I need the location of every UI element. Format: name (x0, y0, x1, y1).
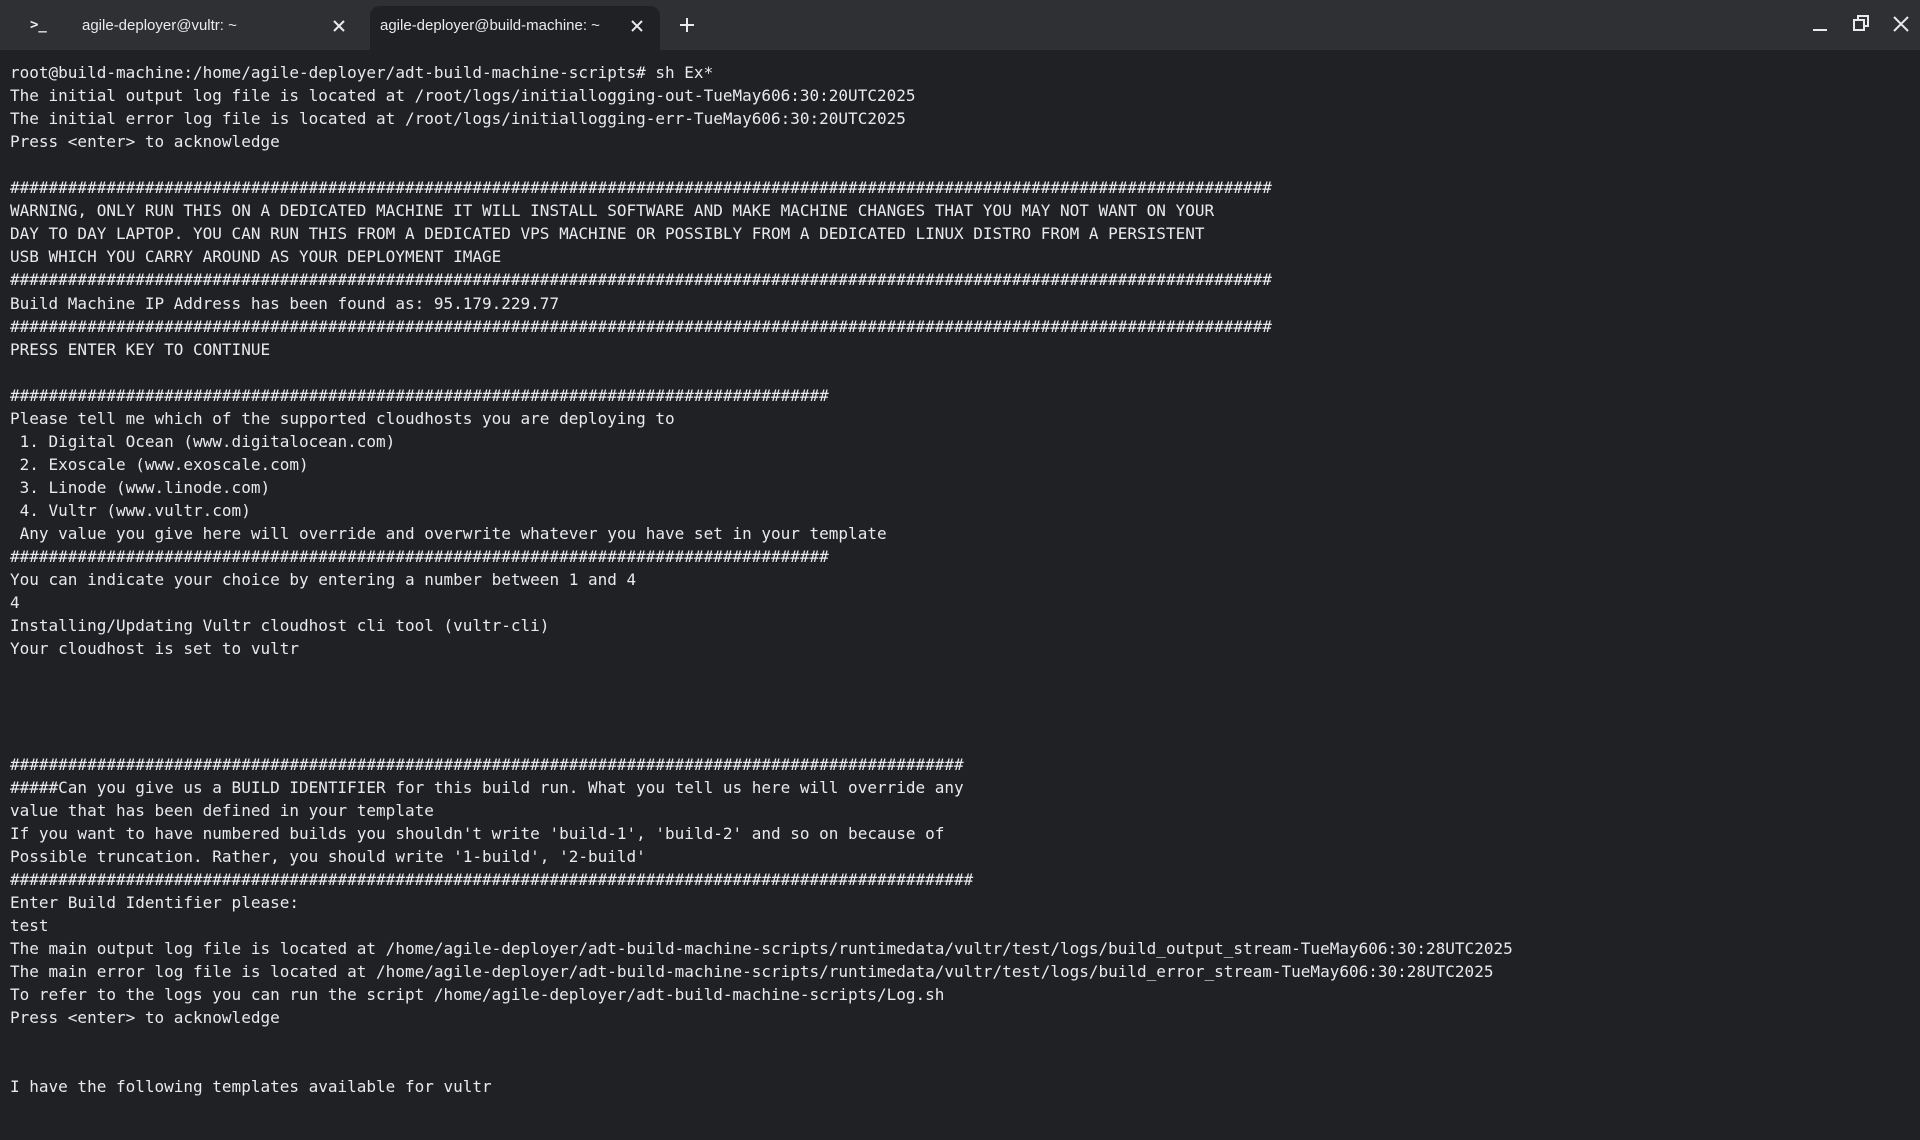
terminal-line: Enter Build Identifier please: (10, 892, 299, 912)
terminal-line: Possible truncation. Rather, you should write '1-build', '2-build' (10, 846, 646, 866)
terminal-line: ##################################################################################### (10, 547, 829, 567)
terminal-line: The main error log file is located at /home/agile-deployer/adt-build-machine-scripts/runtimedata/vultr/test/logs/build_error_stream-TueMay606:30:28UTC2025 (10, 961, 1494, 981)
tab-agile-deployer-build-machine[interactable] (370, 6, 660, 50)
tab-label: agile-deployer@build-machine: ~ (380, 17, 600, 34)
restore-icon[interactable] (1849, 12, 1873, 36)
terminal-line: 3. Linode (www.linode.com) (10, 477, 271, 497)
terminal-line: Press <enter> to acknowledge (10, 1008, 280, 1028)
terminal-line: ################################################################################################### (10, 754, 964, 774)
terminal-line: You can indicate your choice by entering a number between 1 and 4 (10, 570, 637, 590)
terminal-line: DAY TO DAY LAPTOP. YOU CAN RUN THIS FROM A DEDICATED VPS MACHINE OR POSSIBLY FROM A DEDICATED LINUX DISTRO FROM A PERSISTENT (10, 224, 1205, 244)
terminal-line: The main output log file is located at /home/agile-deployer/adt-build-machine-scripts/runtimedata/vultr/test/logs/build_output_stream-TueMay606:30:28UTC2025 (10, 938, 1513, 958)
terminal-line: 1. Digital Ocean (www.digitalocean.com) (10, 431, 396, 451)
tab-label: agile-deployer@vultr: ~ (82, 17, 237, 34)
tab-agile-deployer-vultr[interactable] (62, 6, 362, 50)
close-icon[interactable] (330, 17, 348, 35)
close-icon[interactable] (1889, 12, 1913, 36)
terminal-line: Installing/Updating Vultr cloudhost cli tool (vultr-cli) (10, 616, 550, 636)
terminal-line: value that has been defined in your template (10, 800, 434, 820)
terminal-line: root@build-machine:/home/agile-deployer/adt-build-machine-scripts# sh Ex* (10, 63, 714, 82)
title-bar (0, 0, 1920, 50)
terminal-line: 2. Exoscale (www.exoscale.com) (10, 454, 309, 474)
terminal-line: Your cloudhost is set to vultr (10, 639, 299, 659)
terminal-line: ################################################################################################################################### (10, 178, 1272, 198)
terminal-icon[interactable]: >_ (30, 17, 47, 33)
terminal-line: 4. Vultr (www.vultr.com) (10, 500, 251, 520)
terminal-line: USB WHICH YOU CARRY AROUND AS YOUR DEPLOYMENT IMAGE (10, 247, 502, 267)
terminal-line: Any value you give here will override and overwrite whatever you have set in your template (10, 524, 887, 543)
terminal-output[interactable] (0, 50, 1920, 1140)
plus-icon[interactable] (676, 14, 698, 36)
terminal-line: Press <enter> to acknowledge (10, 132, 280, 152)
terminal-line: Please tell me which of the supported cloudhosts you are deploying to (10, 408, 675, 428)
terminal-line: test (10, 915, 49, 935)
terminal-line: The initial output log file is located at /root/logs/initiallogging-out-TueMay606:30:20UTC2025 (10, 86, 916, 106)
minimize-icon[interactable] (1808, 12, 1832, 36)
terminal-line: #################################################################################################### (10, 869, 974, 889)
terminal-line: ##################################################################################### (10, 385, 829, 405)
terminal-line: #####Can you give us a BUILD IDENTIFIER for this build run. What you tell us here will override any (10, 777, 964, 797)
terminal-line: 4 (10, 593, 20, 613)
terminal-line: Build Machine IP Address has been found as: 95.179.229.77 (10, 293, 560, 313)
terminal-line: WARNING, ONLY RUN THIS ON A DEDICATED MACHINE IT WILL INSTALL SOFTWARE AND MAKE MACHINE CHANGES THAT YOU MAY NOT WANT ON YOUR (10, 201, 1215, 221)
close-icon[interactable] (628, 17, 646, 35)
terminal-line: ################################################################################################################################### (10, 270, 1272, 290)
terminal-line: I have the following templates available for vultr (10, 1077, 492, 1097)
terminal-line: To refer to the logs you can run the script /home/agile-deployer/adt-build-machine-scripts/Log.sh (10, 985, 945, 1004)
terminal-line: ################################################################################################################################### (10, 316, 1272, 336)
terminal-line: If you want to have numbered builds you shouldn't write 'build-1', 'build-2' and so on because of (10, 823, 945, 843)
terminal-line: PRESS ENTER KEY TO CONTINUE (10, 339, 271, 359)
terminal-line: The initial error log file is located at /root/logs/initiallogging-err-TueMay606:30:20UTC2025 (10, 109, 906, 129)
